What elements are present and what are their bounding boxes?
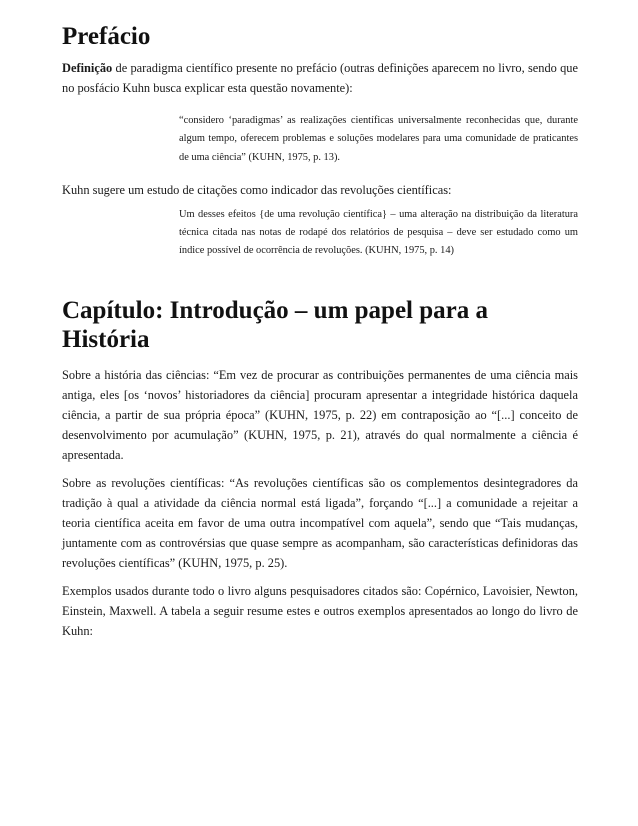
chapter-heading: Capítulo: Introdução – um papel para a História — [62, 296, 488, 353]
paradigm-quote: “considero ‘paradigmas’ as realizações científicas universalmente reconhecidas que, durante algum tempo, oferecem problemas e soluções modelares para uma comunidade de praticantes de uma ciência” (KUHN, 1975, p. 13). — [179, 115, 578, 163]
history-paragraph: Sobre a história das ciências: “Em vez de procurar as contribuições permanentes de uma ciência mais antiga, eles [os ‘novos’ historiadores da ciência] procuram apresentar a integridade histórica daquela ciência, a partir de sua própria época” (KUHN, 1975, p. 22) em contraposição ao “[...] conceito de desenvolvimento por acumulação” (KUHN, 1975, p. 21), através do qual normalmente a ciência é apresentada. — [62, 367, 578, 462]
definition-paragraph — [62, 58, 578, 98]
revolutions-paragraph: Sobre as revoluções científicas: “As revoluções científicas são os complementos desintegradores da tradição à qual a atividade da ciência normal está ligada”, forçando “[...] a comunidade a rejeitar a teoria científica aceita em favor de uma outra incompatível com aquela”, sendo que “Tais mudanças, juntamente com as controvérsias que quase sempre as acompanham, são características definidoras das revoluções científicas” (KUHN, 1975, p. 25). — [62, 475, 578, 570]
revolution-quote: Um desses efeitos {de uma revolução científica} – uma alteração na distribuição da literatura técnica citada nas notas de rodapé dos relatórios de pesquisa – deve ser estudado como um índice possível de ocorrência de revoluções. (KUHN, 1975, p. 14) — [179, 208, 578, 257]
document-page — [62, 20, 578, 641]
preface-heading: Prefácio — [62, 23, 151, 50]
definition-term: Definição — [62, 61, 113, 75]
examples-paragraph: Exemplos usados durante todo o livro alguns pesquisadores citados são: Copérnico, Lavoisier, Newton, Einstein, Maxwell. A tabela a seguir resume estes e outros exemplos apresentados ao longo do livro de Kuhn: — [62, 583, 578, 638]
definition-text: de paradigma científico presente no prefácio (outras definições aparecem no livro, sendo que no posfácio Kuhn busca explicar esta questão novamente): — [62, 61, 578, 95]
citations-paragraph: Kuhn sugere um estudo de citações como indicador das revoluções científicas: — [62, 182, 452, 197]
